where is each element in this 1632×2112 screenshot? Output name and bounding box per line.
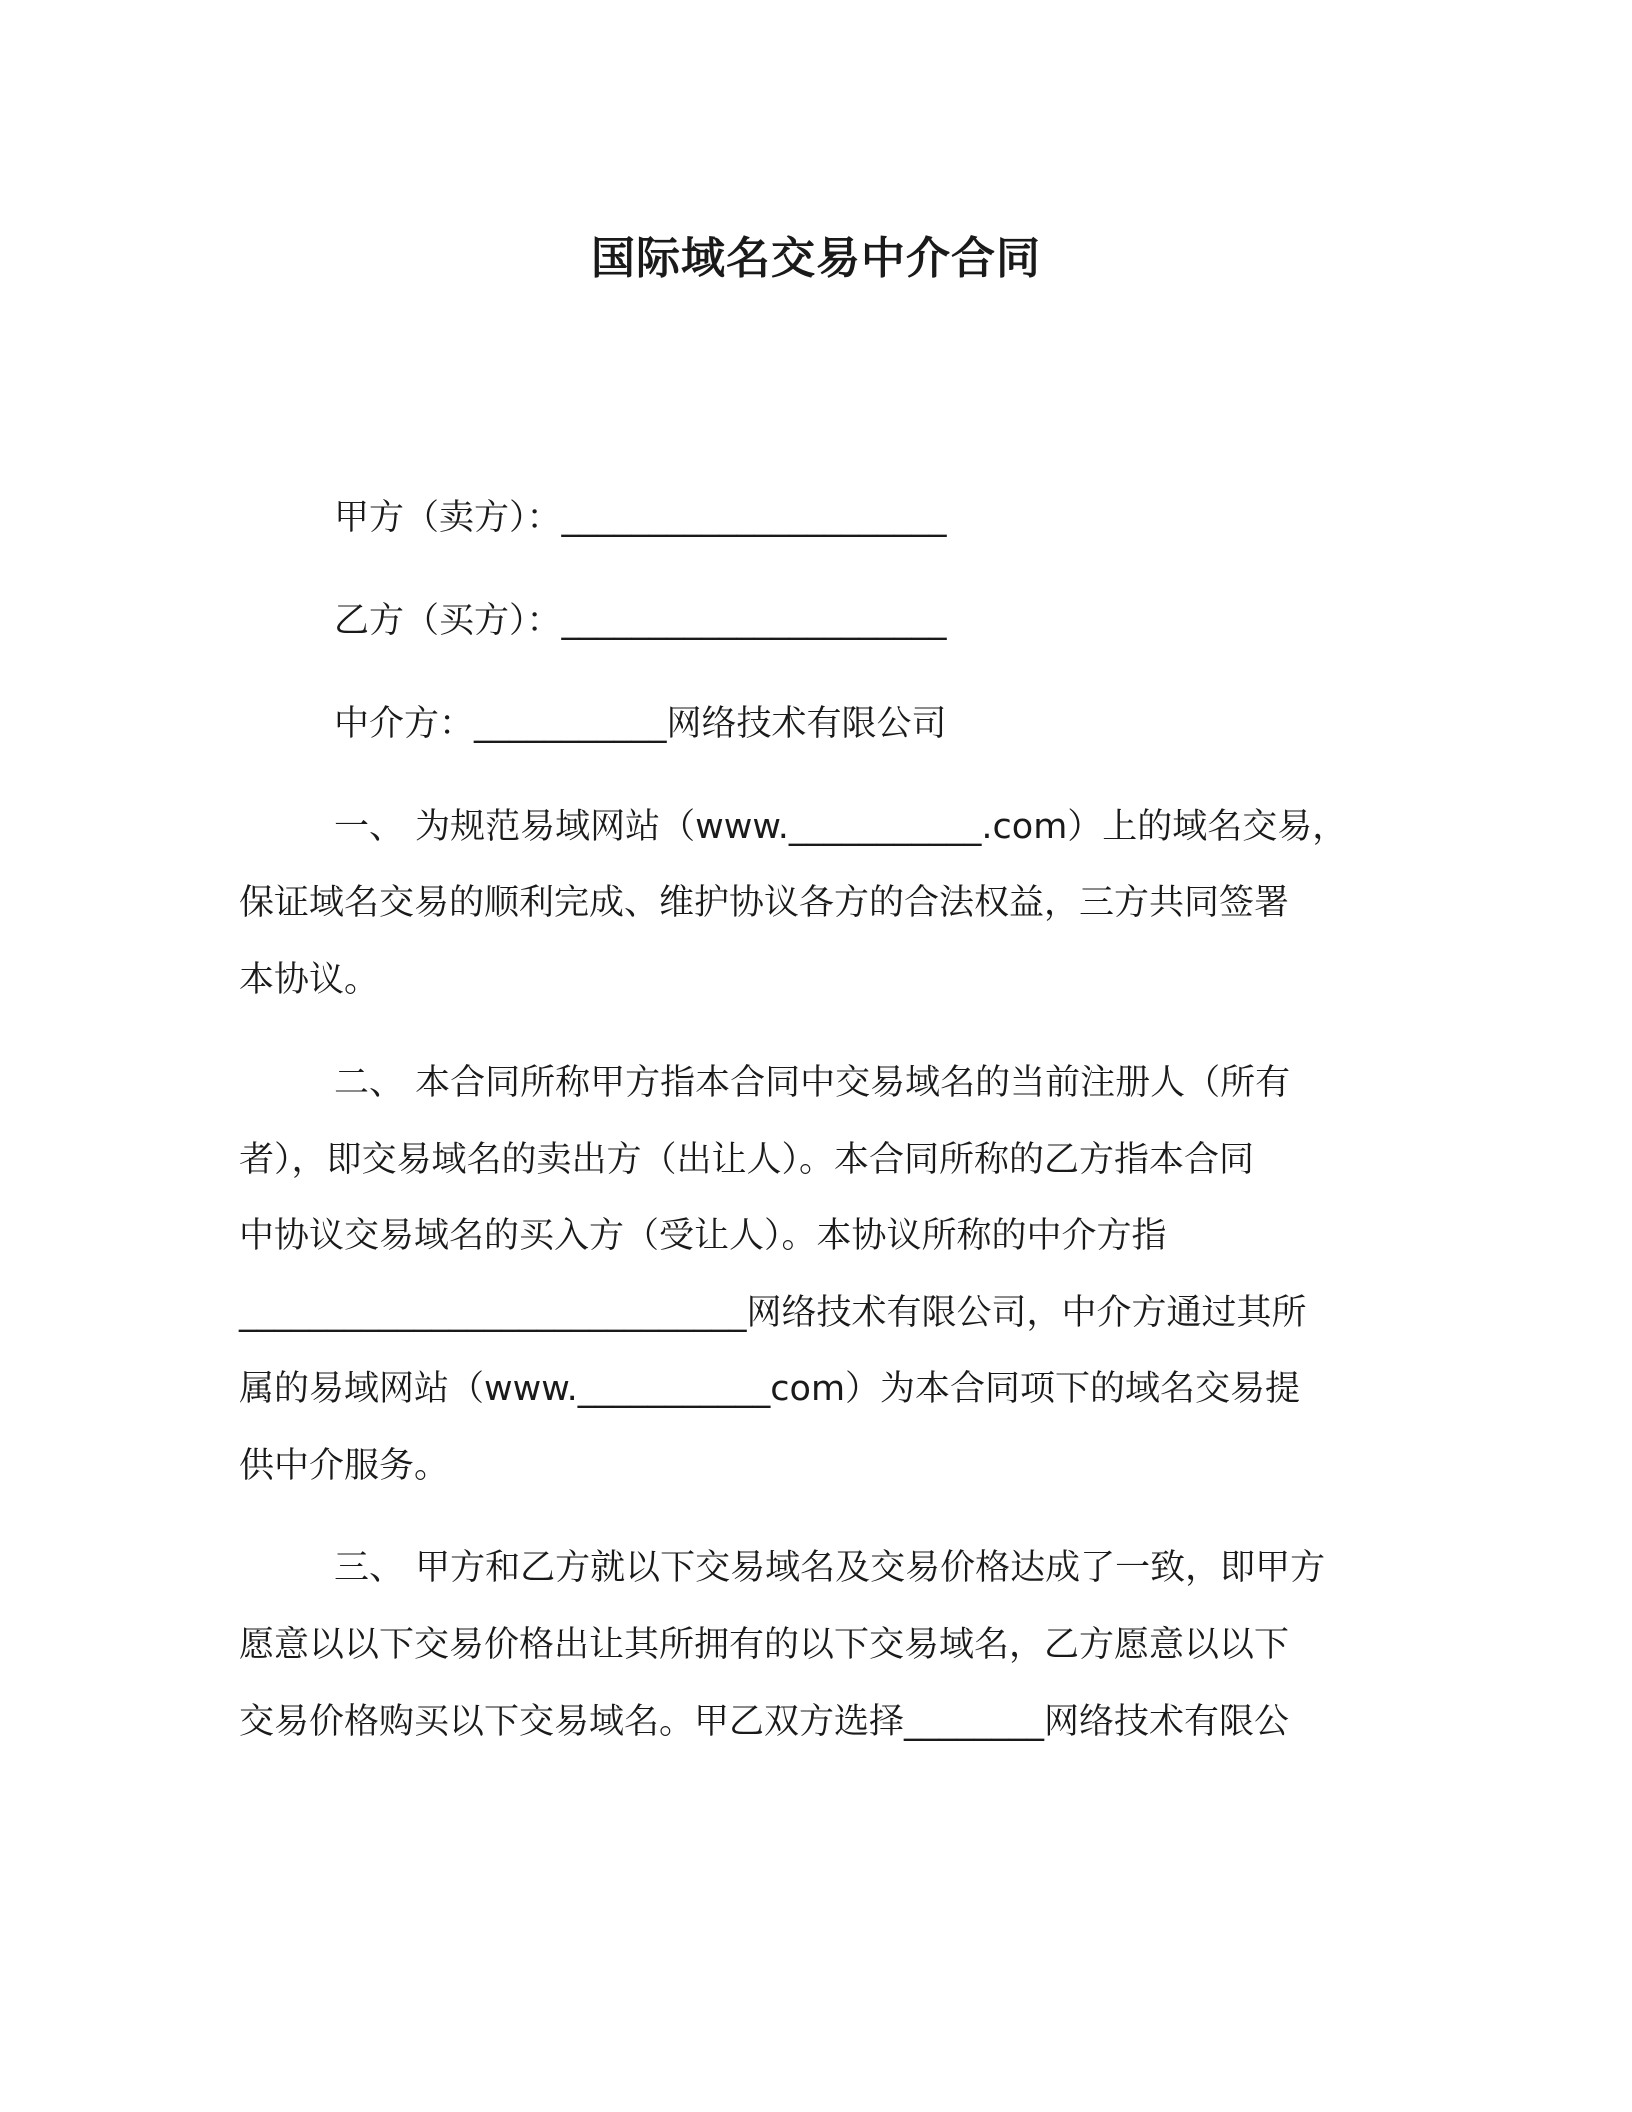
clause-3-line-3: 交易价格购买以下交易域名。甲乙双方选择________网络技术有限公: [239, 1702, 1290, 1742]
clause-1-line-1: 一、 为规范易域网站（www.___________.com）上的域名交易，: [334, 807, 1348, 847]
party-a-line: 甲方（卖方）：______________________: [334, 498, 947, 538]
clause-3-line-2: 愿意以以下交易价格出让其所拥有的以下交易域名，乙方愿意以以下: [239, 1625, 1290, 1665]
intermediary-line: 中介方：___________网络技术有限公司: [334, 704, 947, 744]
clause-2-line-3: 中协议交易域名的买入方（受让人）。本协议所称的中介方指: [239, 1216, 1167, 1256]
clause-2-line-5: 属的易域网站（www.___________com）为本合同项下的域名交易提: [239, 1369, 1301, 1409]
clause-2-line-1: 二、 本合同所称甲方指本合同中交易域名的当前注册人（所有: [334, 1063, 1291, 1103]
clause-1-line-3: 本协议。: [239, 960, 380, 1000]
document-title: 国际域名交易中介合同: [591, 233, 1041, 284]
clause-1-line-2: 保证域名交易的顺利完成、维护协议各方的合法权益，三方共同签署: [239, 883, 1290, 923]
clause-2-line-4: _____________________________网络技术有限公司，中介方通过其所: [239, 1293, 1307, 1333]
party-b-line: 乙方（买方）：______________________: [334, 601, 947, 641]
clause-2-line-6: 供中介服务。: [239, 1446, 450, 1486]
clause-2-line-2: 者），即交易域名的卖出方（出让人）。本合同所称的乙方指本合同: [239, 1140, 1255, 1180]
clause-3-line-1: 三、 甲方和乙方就以下交易域名及交易价格达成了一致，即甲方: [334, 1548, 1326, 1588]
